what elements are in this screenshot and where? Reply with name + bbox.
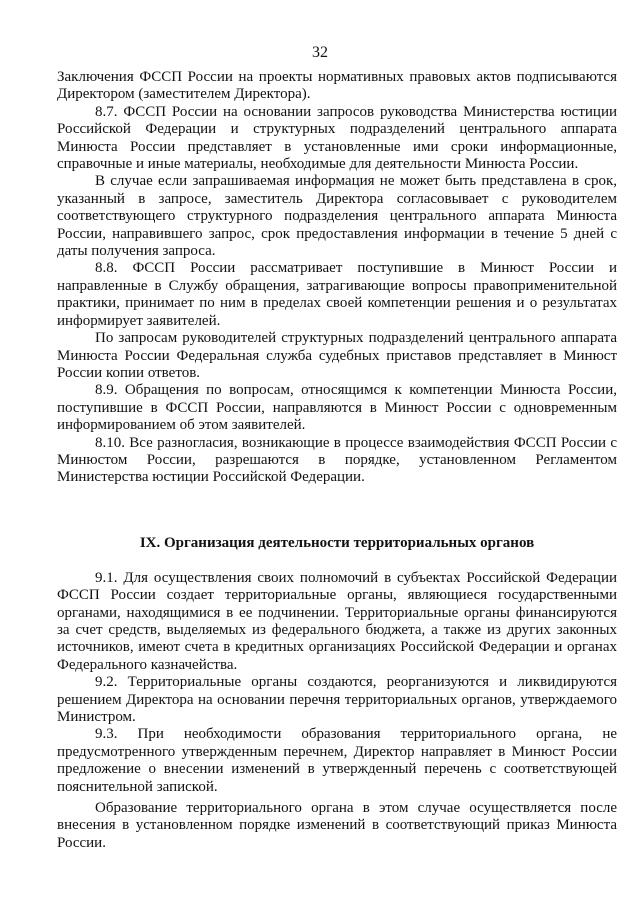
document-body [57,69,617,852]
heading-spacer [57,552,617,570]
paragraph-conclusions: Заключения ФССП России на проекты нормативных правовых актов подписываются Директором (заместителем Директора). [57,69,617,103]
section-spacer [57,487,617,534]
paragraph-8-8: 8.8. ФССП России рассматривает поступившие в Минюст России и направленные в Службу обращения, затрагивающие вопросы правоприменительной практики, принимает по ним в пределах своей компетенции решения и о результатах информирует заявителей. [57,260,617,329]
paragraph-8-8-answers: По запросам руководителей структурных подразделений центрального аппарата Минюста России Федеральная служба судебных приставов представляет в Минюст России копии ответов. [57,330,617,381]
paragraph-8-7-deadline: В случае если запрашиваемая информация не может быть представлена в срок, указанный в запросе, заместитель Директора согласовывает с руководителем соответствующего структурного подразделения центрального аппарата Минюста России, направившего запрос, срок предоставления информации в течение 5 дней с даты получения запроса. [57,173,617,260]
paragraph-8-9: 8.9. Обращения по вопросам, относящимся к компетенции Минюста России, поступившие в ФССП России, направляются в Минюст России с одновременным информированием об этом заявителей. [57,382,617,434]
paragraph-8-7: 8.7. ФССП России на основании запросов руководства Министерства юстиции Российской Федерации и структурных подразделений центрального аппарата Минюста России представляет в установленные ими сроки информационные, справочные и иные материалы, необходимые для деятельности Минюста России. [57,103,617,173]
page-number: 32 [312,44,328,61]
paragraph-8-10: 8.10. Все разногласия, возникающие в процессе взаимодействия ФССП России с Минюстом России, разрешаются в порядке, установленном Регламентом Министерства юстиции Российской Федерации. [57,434,617,486]
paragraph-9-3-formation: Образование территориального органа в этом случае осуществляется после внесения в установленном порядке изменений в соответствующий приказ Минюста России. [57,800,617,851]
paragraph-9-2: 9.2. Территориальные органы создаются, реорганизуются и ликвидируются решением Директора на основании перечня территориальных органов, утверждаемого Министром. [57,674,617,725]
section-heading: IX. Организация деятельности территориальных органов [139,534,535,551]
paragraph-9-3: 9.3. При необходимости образования территориального органа, не предусмотренного утвержденным перечнем, Директор направляет в Минюст России предложение о внесении изменений в утвержденный перечень с соответствующей пояснительной запиской. [57,726,617,795]
paragraph-9-1: 9.1. Для осуществления своих полномочий в субъектах Российской Федерации ФССП России создает территориальные органы, являющиеся государственными органами, находящимися в ее подчинении. Территориальные органы финансируются за счет средств, выделяемых из федерального бюджета, а также из других законных источников, имеют счета в кредитных организациях Российской Федерации и органах Федерального казначейства. [57,569,617,673]
